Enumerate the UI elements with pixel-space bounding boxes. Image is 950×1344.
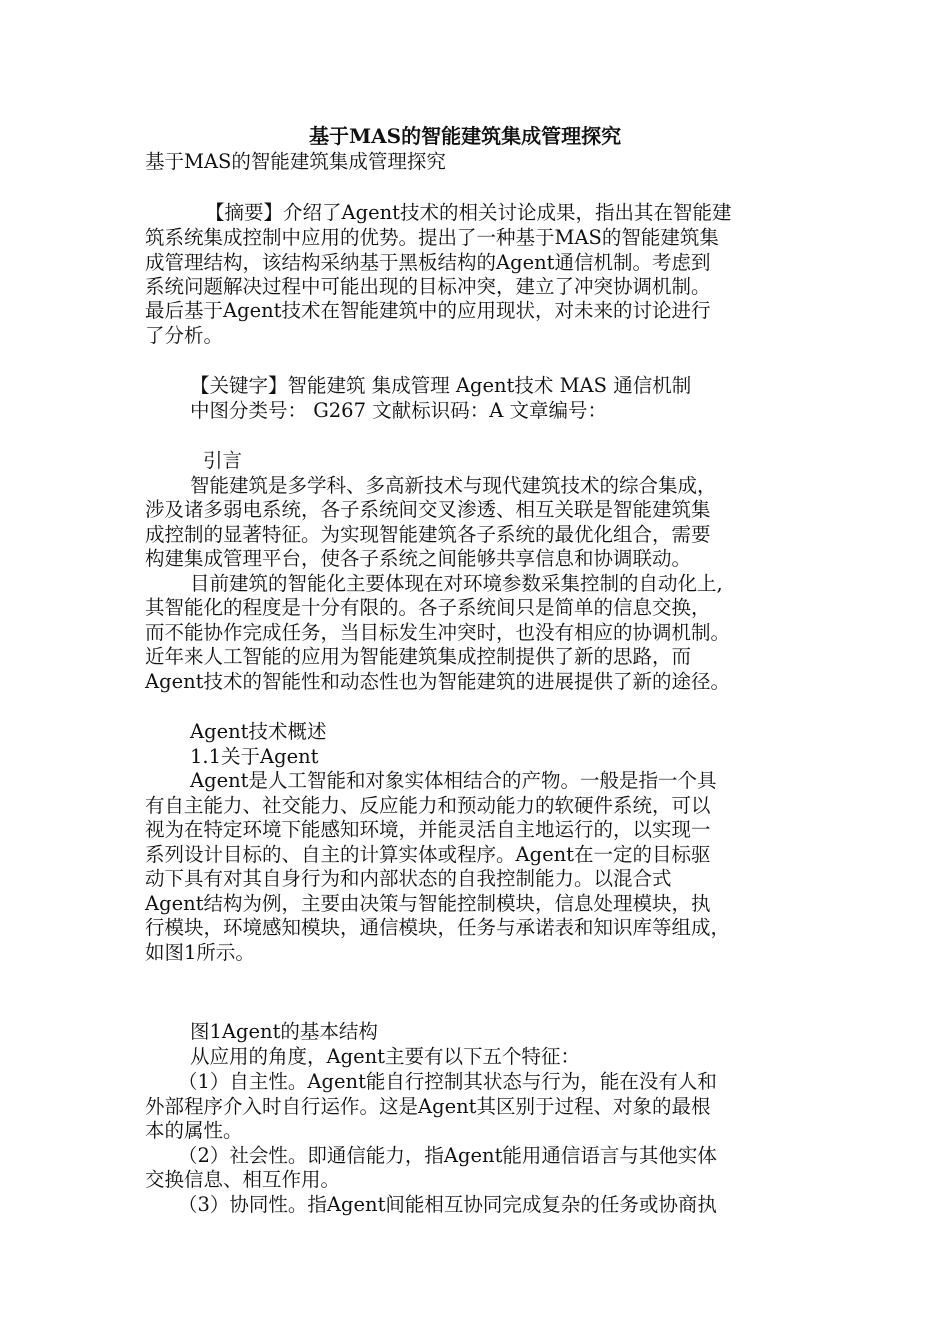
paragraph-line: （3）协同性。指Agent间能相互协同完成复杂的任务或协商执 [178, 1193, 717, 1216]
paragraph-line: 如图1所示。 [145, 941, 255, 964]
section-heading: Agent技术概述 [190, 720, 327, 743]
paragraph-line: 有自主能力、社交能力、反应能力和预动能力的软硬件系统，可以 [145, 794, 711, 817]
abstract-line: 了分析。 [145, 324, 224, 347]
paragraph-line: 动下具有对其自身行为和内部状态的自我控制能力。以混合式 [145, 867, 672, 890]
intro-heading: 引言 [203, 449, 243, 472]
abstract-line: 成管理结构，该结构采纳基于黑板结构的Agent通信机制。考虑到 [145, 251, 711, 274]
paragraph-line: （1）自主性。Agent能自行控制其状态与行为，能在没有人和 [178, 1070, 717, 1093]
abstract-line: 【摘要】介绍了Agent技术的相关讨论成果，指出其在智能建 [205, 201, 732, 224]
paragraph-line: 构建集成管理平台，使各子系统之间能够共享信息和协调联动。 [145, 547, 692, 570]
paragraph-line: 目前建筑的智能化主要体现在对环境参数采集控制的自动化上, [190, 572, 723, 595]
paragraph-line: 智能建筑是多学科、多高新技术与现代建筑技术的综合集成， [190, 474, 717, 497]
keywords-line: 【关键字】智能建筑 集成管理 Agent技术 MAS 通信机制 [190, 374, 692, 397]
paragraph-line: （2）社会性。即通信能力，指Agent能用通信语言与其他实体 [178, 1144, 717, 1167]
features-intro: 从应用的角度，Agent主要有以下五个特征： [190, 1045, 581, 1068]
paragraph-line: 系列设计目标的、自主的计算实体或程序。Agent在一定的目标驱 [145, 843, 711, 866]
paragraph-line: 交换信息、相互作用。 [145, 1168, 341, 1191]
paragraph-line: 涉及诸多弱电系统，各子系统间交叉渗透、相互关联是智能建筑集 [145, 498, 711, 521]
document-subheading: 基于MAS的智能建筑集成管理探究 [145, 150, 446, 173]
paragraph-line: Agent技术的智能性和动态性也为智能建筑的进展提供了新的途径。 [145, 670, 731, 693]
figure-caption: 图1Agent的基本结构 [190, 1020, 378, 1043]
paragraph-line: Agent结构为例，主要由决策与智能控制模块，信息处理模块，执 [145, 892, 711, 915]
abstract-line: 系统问题解决过程中可能出现的目标冲突，建立了冲突协调机制。 [145, 275, 711, 298]
paragraph-line: 本的属性。 [145, 1119, 243, 1142]
paragraph-line: 行模块，环境感知模块，通信模块，任务与承诺表和知识库等组成， [145, 916, 731, 939]
paragraph-line: 视为在特定环境下能感知环境，并能灵活自主地运行的，以实现一 [145, 818, 711, 841]
abstract-line: 最后基于Agent技术在智能建筑中的应用现状，对未来的讨论进行 [145, 299, 711, 322]
subsection-heading: 1.1关于Agent [190, 745, 319, 768]
paragraph-line: 成控制的显著特征。为实现智能建筑各子系统的最优化组合，需要 [145, 523, 711, 546]
abstract-line: 筑系统集成控制中应用的优势。提出了一种基于MAS的智能建筑集 [145, 226, 719, 249]
document-heading: 基于MAS的智能建筑集成管理探究 [309, 124, 622, 148]
paragraph-line: 近年来人工智能的应用为智能建筑集成控制提供了新的思路，而 [145, 645, 692, 668]
classification-line: 中图分类号： G267 文献标识码：A 文章编号： [190, 399, 607, 422]
paragraph-line: 而不能协作完成任务，当目标发生冲突时，也没有相应的协调机制。 [145, 621, 731, 644]
paragraph-line: 其智能化的程度是十分有限的。各子系统间只是简单的信息交换， [145, 596, 711, 619]
paragraph-line: 外部程序介入时自行运作。这是Agent其区别于过程、对象的最根 [145, 1095, 711, 1118]
paragraph-line: Agent是人工智能和对象实体相结合的产物。一般是指一个具 [190, 769, 717, 792]
